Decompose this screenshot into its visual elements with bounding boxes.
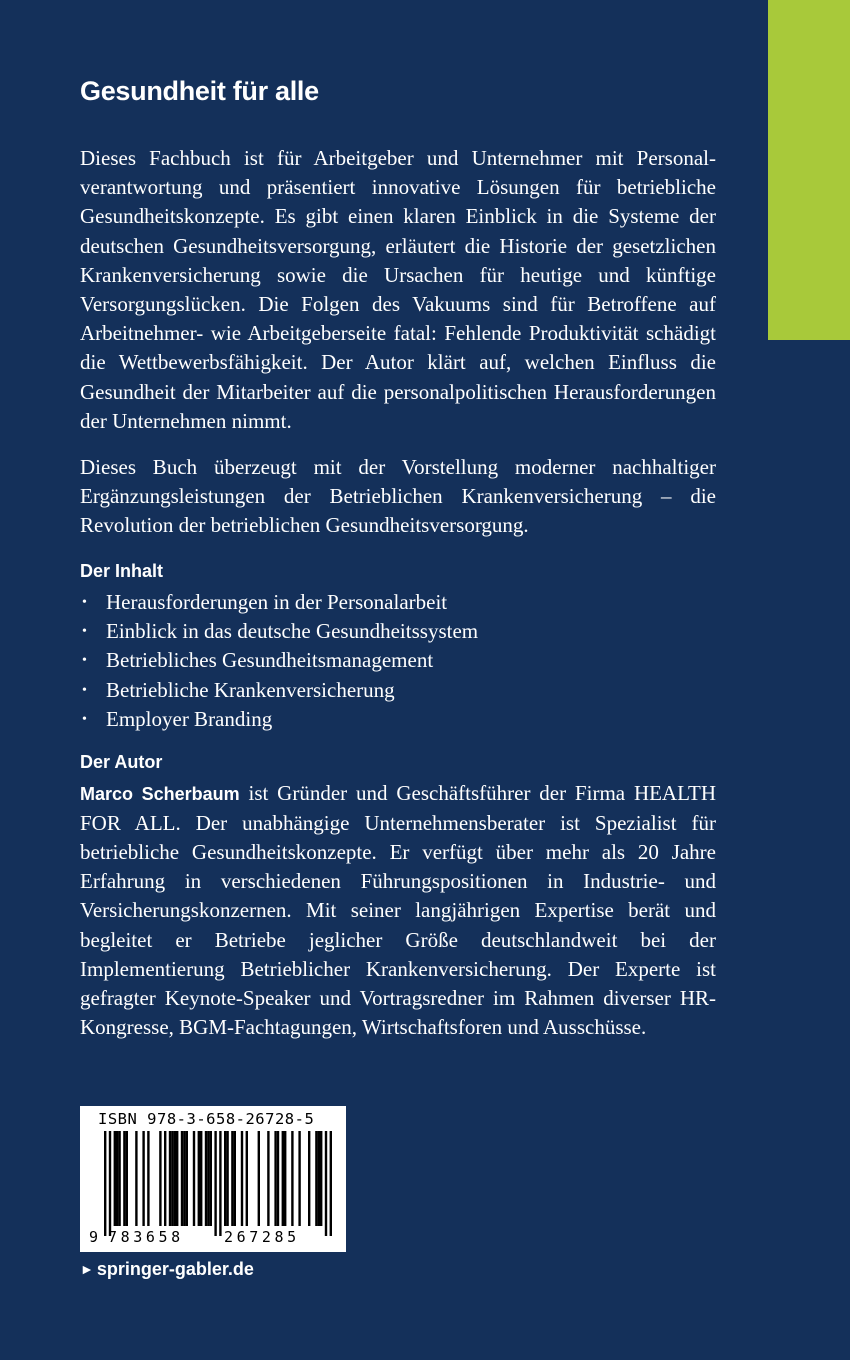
barcode-bar <box>234 1131 236 1226</box>
barcode-bar <box>198 1131 200 1226</box>
isbn-barcode <box>80 1106 346 1252</box>
barcode-bar <box>231 1131 233 1226</box>
barcode-guard-bar <box>104 1131 106 1236</box>
barcode-left-group: 783658 <box>108 1228 184 1246</box>
barcode-bar <box>318 1131 320 1226</box>
author-name: Marco Scherbaum <box>80 783 240 804</box>
publisher-website-label: springer-gabler.de <box>96 1259 254 1279</box>
barcode-bar <box>298 1131 300 1226</box>
author-bio-text: ist Gründer und Geschäftsführer der Firma HEALTH FOR ALL. Der unabhängige Unternehmensberater ist Spezialist für betriebliche Gesundheitskonzepte. Er verfügt über mehr als 20 Jahre Erfahrung in verschiedenen Führungspositionen in Industrie- und Versicherungskonzernen. Mit seiner langjährigen Expertise berät und begleitet er Betriebe jeglicher Größe deutschlandweit bei der Implementierung Betrieblicher Krankenversicherung. Der Experte ist gefragter Keynote-Speaker und Vortragsredner im Rahmen diverser HR-Kongresse, BGM-Fachtagungen, Wirtschaftsforen und Ausschüsse. <box>80 780 716 1040</box>
barcode-bar <box>183 1131 185 1226</box>
list-item-label: Betriebliches Gesundheitsmanagement <box>106 648 434 673</box>
list-item-label: Herausforderungen in der Personalarbeit <box>106 589 448 614</box>
barcode-bar <box>241 1131 243 1226</box>
barcode-bar <box>277 1131 279 1226</box>
barcode-guard-bar <box>325 1131 327 1236</box>
barcode-bar <box>200 1131 202 1226</box>
barcode-bar <box>135 1131 137 1226</box>
list-item-label: Einblick in das deutsche Gesundheitssystem <box>106 619 479 644</box>
barcode-guard-bar <box>109 1131 111 1236</box>
barcode-bar <box>267 1131 269 1226</box>
barcode-bar <box>171 1131 173 1226</box>
barcode-bar <box>210 1131 212 1226</box>
book-title: Gesundheit für alle <box>80 76 319 106</box>
list-item <box>80 588 716 617</box>
barcode-bar <box>186 1131 188 1226</box>
barcode-bar <box>291 1131 293 1226</box>
barcode-first-digit: 9 <box>89 1228 102 1246</box>
barcode-bar <box>159 1131 161 1226</box>
accent-color-bar <box>768 0 850 340</box>
barcode-bar <box>174 1131 176 1226</box>
barcode-bar <box>207 1131 209 1226</box>
barcode-right-group: 267285 <box>224 1228 300 1246</box>
barcode-bar <box>308 1131 310 1226</box>
barcode-bar <box>282 1131 284 1226</box>
list-item <box>80 705 716 734</box>
contents-heading: Der Inhalt <box>80 560 164 581</box>
barcode-bar <box>224 1131 226 1226</box>
list-item-label: Employer Branding <box>106 707 273 732</box>
intro-paragraph-2: Dieses Buch überzeugt mit der Vorstellung moderner nachhaltiger Ergänzungsleistungen der Betrieblichen Krankenversicherung – die Revolution der betrieblichen Gesundheitsversorgung. <box>80 455 716 538</box>
list-item-label: Betriebliche Krankenversicherung <box>106 677 395 702</box>
barcode-bar <box>320 1131 322 1226</box>
barcode-guard-bar <box>214 1131 216 1236</box>
barcode-bar <box>181 1131 183 1226</box>
bullet-icon: • <box>82 712 87 728</box>
barcode-bar <box>176 1131 178 1226</box>
barcode-bar <box>147 1131 149 1226</box>
author-heading: Der Autor <box>80 751 163 772</box>
barcode-bar <box>116 1131 118 1226</box>
bullet-icon: • <box>82 624 87 640</box>
list-item <box>80 676 716 705</box>
barcode-bar <box>193 1131 195 1226</box>
barcode-bar <box>114 1131 116 1226</box>
intro-paragraph-1: Dieses Fachbuch ist für Arbeitgeber und Unternehmer mit Personalverantwortung und präsentiert innovative Lösungen für betriebliche Gesundheitskonzepte. Es gibt einen klaren Einblick in die Systeme der deutschen Gesundheitsversorgung, erläutert die Historie der gesetzlichen Krankenversicherung sowie die Ursachen für heutige und künftige Versorgungslücken. Die Folgen des Vakuums sind für Betroffene auf Arbeitnehmer- wie Arbeitgeberseite fatal: Fehlende Produktivität schädigt die Wettbewerbsfähigkeit. Der Autor klärt auf, welchen Einfluss die Gesundheit der Mitarbeiter auf die personalpolitischen Herausforderungen der Unternehmen nimmt. <box>80 146 716 433</box>
barcode-bar <box>258 1131 260 1226</box>
barcode-bar <box>169 1131 171 1226</box>
barcode-bar <box>164 1131 166 1226</box>
barcode-bar <box>226 1131 228 1226</box>
barcode-bar <box>123 1131 125 1226</box>
contents-list <box>80 588 716 735</box>
barcode-bar <box>246 1131 248 1226</box>
barcode-bar <box>118 1131 120 1226</box>
barcode-bar <box>205 1131 207 1226</box>
barcode-bar <box>315 1131 317 1226</box>
back-cover-text <box>80 144 716 1060</box>
barcode-guard-bar <box>330 1131 332 1236</box>
arrow-right-icon: ► <box>80 1261 94 1277</box>
barcode-bar <box>142 1131 144 1226</box>
barcode-bar <box>284 1131 286 1226</box>
bullet-icon: • <box>82 594 87 610</box>
list-item <box>80 617 716 646</box>
bullet-icon: • <box>82 653 87 669</box>
publisher-website-link[interactable] <box>80 1259 254 1280</box>
barcode-bar <box>274 1131 276 1226</box>
author-bio <box>80 779 716 1043</box>
list-item <box>80 646 716 675</box>
barcode-guard-bar <box>219 1131 221 1236</box>
barcode-bar <box>126 1131 128 1226</box>
bullet-icon: • <box>82 682 87 698</box>
isbn-label: ISBN 978-3-658-26728-5 <box>98 1110 315 1128</box>
